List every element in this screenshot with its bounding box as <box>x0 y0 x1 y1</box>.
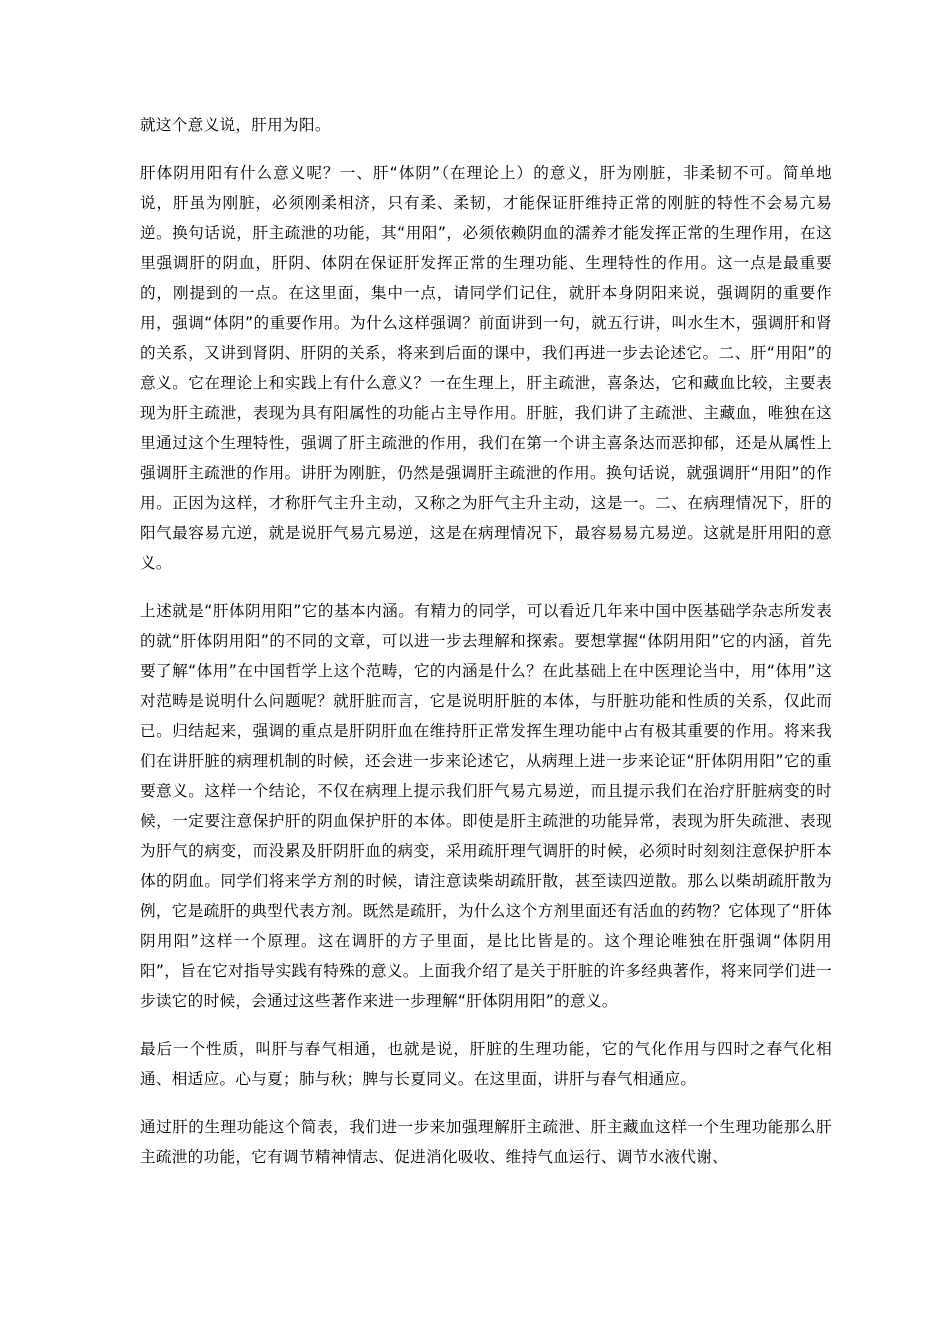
document-page <box>140 110 832 1190</box>
paragraph-3: 上述就是“肝体阴用阳”它的基本内涵。有精力的同学，可以看近几年来中国中医基础学杂志所发表的就“肝体阴用阳”的不同的文章，可以进一步去理解和探索。要想掌握“体阴用阳”它的内涵，首先要了解“体用”在中国哲学上这个范畴，它的内涵是什么？在此基础上在中医理论当中，用“体用”这对范畴是说明什么问题呢？就肝脏而言，它是说明肝脏的本体，与肝脏功能和性质的关系，仅此而已。归结起来，强调的重点是肝阴肝血在维持肝正常发挥生理功能中占有极其重要的作用。将来我们在讲肝脏的病理机制的时候，还会进一步来论述它，从病理上进一步来论证“肝体阴用阳”它的重要意义。这样一个结论，不仅在病理上提示我们肝气易亢易逆，而且提示我们在治疗肝脏病变的时候，一定要注意保护肝的阴血保护肝的本体。即使是肝主疏泄的功能异常，表现为肝失疏泄、表现为肝气的病变，而没累及肝阴肝血的病变，采用疏肝理气调肝的时候，必须时时刻刻注意保护肝本体的阴血。同学们将来学方剂的时候，请注意读柴胡疏肝散，甚至读四逆散。那么以柴胡疏肝散为例，它是疏肝的典型代表方剂。既然是疏肝，为什么这个方剂里面还有活血的药物？它体现了“肝体阴用阳”这样一个原理。这在调肝的方子里面，是比比皆是的。这个理论唯独在肝强调“体阴用阳”，旨在它对指导实践有特殊的意义。上面我介绍了是关于肝脏的许多经典著作，将来同学们进一步读它的时候，会通过这些著作来进一步理解“肝体阴用阳”的意义。 <box>140 602 832 1010</box>
paragraph-1: 就这个意义说，肝用为阳。 <box>140 116 331 134</box>
paragraph-2: 肝体阴用阳有什么意义呢？一、肝“体阴”（在理论上）的意义，肝为刚脏，非柔韧不可。简单地说，肝虽为刚脏，必须刚柔相济，只有柔、柔韧，才能保证肝维持正常的刚脏的特性不会易亢易逆。换句话说，肝主疏泄的功能，其“用阳”，必须依赖阴血的濡养才能发挥正常的生理作用，在这里强调肝的阴血，肝阴、体阴在保证肝发挥正常的生理功能、生理特性的作用。这一点是最重要的，刚提到的一点。在这里面，集中一点，请同学们记住，就肝本身阴阳来说，强调阴的重要作用，强调“体阴”的重要作用。为什么这样强调？前面讲到一句，就五行讲，叫水生木，强调肝和肾的关系，又讲到肾阴、肝阴的关系，将来到后面的课中，我们再进一步去论述它。二、肝“用阳”的意义。它在理论上和实践上有什么意义？一在生理上，肝主疏泄，喜条达，它和藏血比较，主要表现为肝主疏泄，表现为具有阳属性的功能占主导作用。肝脏，我们讲了主疏泄、主藏血，唯独在这里通过这个生理特性，强调了肝主疏泄的作用，我们在第一个讲主喜条达而恶抑郁，还是从属性上强调肝主疏泄的作用。讲肝为刚脏，仍然是强调肝主疏泄的作用。换句话说，就强调肝“用阳”的作用。正因为这样，才称肝气主升主动，又称之为肝气主升主动，这是一。二、在病理情况下，肝的阳气最容易亢逆，就是说肝气易亢易逆，这是在病理情况下，最容易易亢易逆。这就是肝用阳的意义。 <box>140 164 832 572</box>
paragraph-4: 最后一个性质，叫肝与春气相通，也就是说，肝脏的生理功能，它的气化作用与四时之春气化相通、相适应。心与夏；肺与秋；脾与长夏同义。在这里面，讲肝与春气相通应。 <box>140 1040 832 1088</box>
paragraph-5: 通过肝的生理功能这个简表，我们进一步来加强理解肝主疏泄、肝主藏血这样一个生理功能那么肝主疏泄的功能，它有调节精神情志、促进消化吸收、维持气血运行、调节水液代谢、 <box>140 1118 832 1166</box>
